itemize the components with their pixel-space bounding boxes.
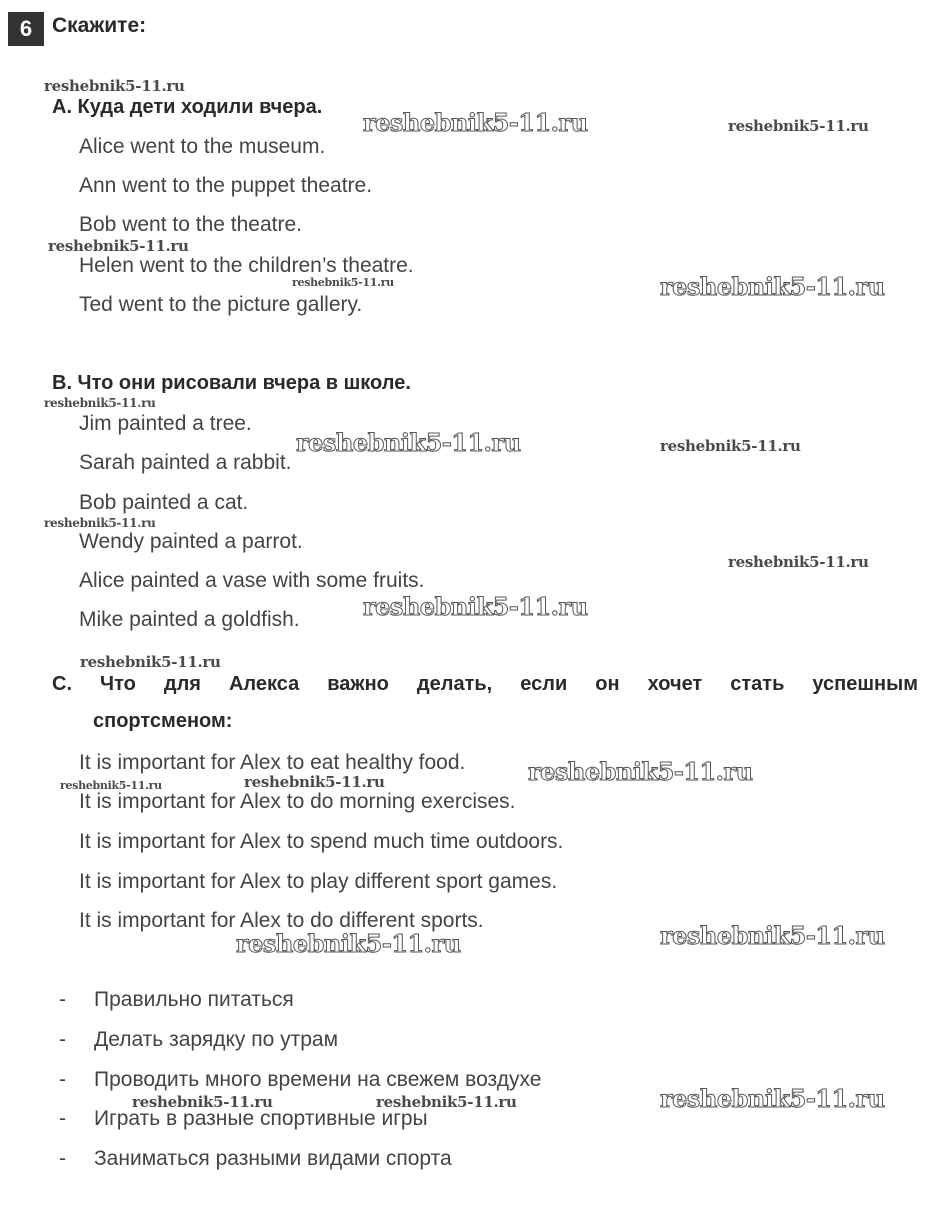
- watermark: reshebnik5-11.ru: [292, 276, 394, 289]
- section-a-heading: A. Куда дети ходили вчера.: [52, 96, 323, 118]
- list-marker: -: [59, 988, 66, 1011]
- watermark: reshebnik5-11.ru: [44, 516, 156, 530]
- watermark: reshebnik5-11.ru: [660, 437, 801, 455]
- watermark: reshebnik5-11.ru: [376, 1093, 517, 1111]
- section-c-line: It is important for Alex to do morning exercises.: [79, 790, 516, 813]
- watermark: reshebnik5-11.ru: [728, 117, 869, 135]
- watermark: reshebnik5-11.ru: [80, 653, 221, 671]
- section-b-line: Bob painted a cat.: [79, 491, 249, 514]
- section-c-line: It is important for Alex to play different sport games.: [79, 870, 558, 893]
- watermark: reshebnik5-11.ru: [363, 108, 588, 137]
- section-b-line: Mike painted a goldfish.: [79, 608, 300, 631]
- watermark: reshebnik5-11.ru: [60, 779, 162, 792]
- task-number-badge: 6: [8, 12, 44, 46]
- watermark: reshebnik5-11.ru: [48, 237, 189, 255]
- section-c-line: It is important for Alex to spend much time outdoors.: [79, 830, 564, 853]
- watermark: reshebnik5-11.ru: [44, 77, 185, 95]
- watermark: reshebnik5-11.ru: [132, 1093, 273, 1111]
- section-b-line: Wendy painted a parrot.: [79, 530, 303, 553]
- watermark: reshebnik5-11.ru: [660, 272, 885, 301]
- translation-item: Делать зарядку по утрам: [94, 1028, 339, 1051]
- section-a-line: Helen went to the children’s theatre.: [79, 254, 414, 277]
- list-marker: -: [59, 1068, 66, 1091]
- section-b-line: Alice painted a vase with some fruits.: [79, 569, 425, 592]
- list-marker: -: [59, 1028, 66, 1051]
- watermark: reshebnik5-11.ru: [660, 921, 885, 950]
- watermark: reshebnik5-11.ru: [244, 773, 385, 791]
- translation-item: Играть в разные спортивные игры: [94, 1107, 428, 1130]
- watermark: reshebnik5-11.ru: [44, 396, 156, 410]
- section-b-line: Sarah painted a rabbit.: [79, 451, 292, 474]
- section-b-line: Jim painted a tree.: [79, 412, 252, 435]
- section-c-heading: C. Что для Алекса важно делать, если он хочет стать успешным: [52, 673, 918, 695]
- watermark: reshebnik5-11.ru: [296, 428, 521, 457]
- section-c-heading-cont: спортсменом:: [93, 710, 233, 732]
- section-a-line: Ted went to the picture gallery.: [79, 293, 363, 316]
- list-marker: -: [59, 1107, 66, 1130]
- watermark: reshebnik5-11.ru: [528, 757, 753, 786]
- list-marker: -: [59, 1147, 66, 1170]
- section-b-heading: B. Что они рисовали вчера в школе.: [52, 372, 411, 394]
- section-a-line: Alice went to the museum.: [79, 135, 326, 158]
- watermark: reshebnik5-11.ru: [728, 553, 869, 571]
- watermark: reshebnik5-11.ru: [236, 929, 461, 958]
- section-a-line: Ann went to the puppet theatre.: [79, 174, 373, 197]
- section-c-line: It is important for Alex to eat healthy food.: [79, 751, 466, 774]
- watermark: reshebnik5-11.ru: [660, 1084, 885, 1113]
- section-a-line: Bob went to the theatre.: [79, 213, 302, 236]
- section-c-line: It is important for Alex to do different sports.: [79, 909, 484, 932]
- translation-item: Правильно питаться: [94, 988, 294, 1011]
- watermark: reshebnik5-11.ru: [363, 592, 588, 621]
- translation-item: Заниматься разными видами спорта: [94, 1147, 452, 1170]
- translation-item: Проводить много времени на свежем воздухе: [94, 1068, 542, 1091]
- task-title: Скажите:: [52, 14, 147, 37]
